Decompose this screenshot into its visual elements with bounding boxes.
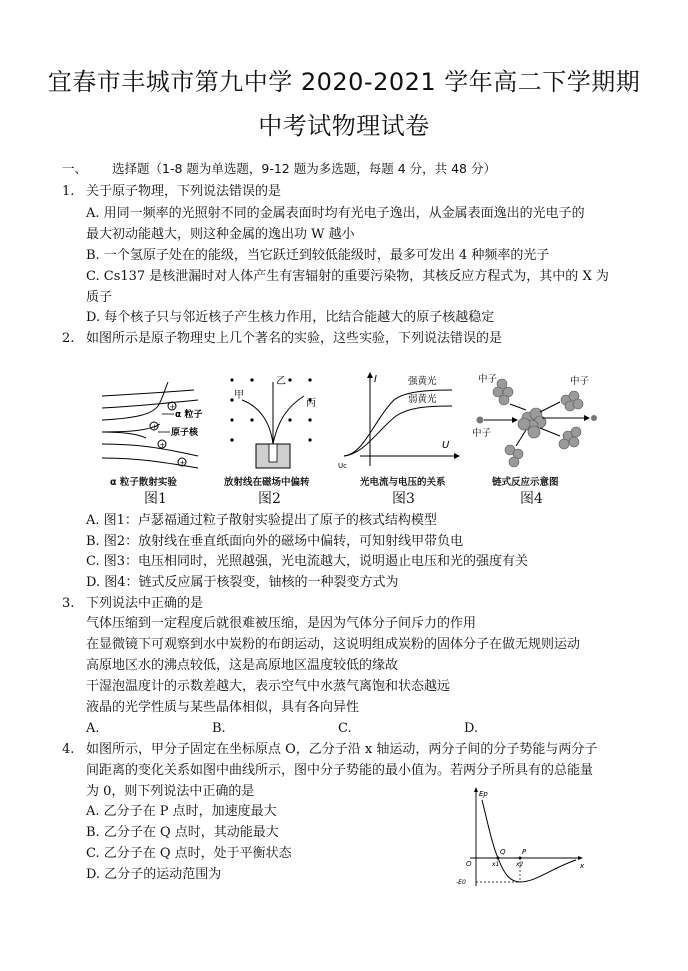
axis-ep-label: Ep [479,790,488,798]
q2-option-a: A. 图1：卢瑟福通过粒子散射实验提出了原子的核式结构模型 [86,513,437,528]
x1-label: x1 [492,861,500,868]
figure-2-caption: 放射线在磁场中偏转 [224,477,310,488]
alpha-scattering-diagram [98,370,220,480]
svg-text:+: + [151,423,158,431]
figure-2-label: 图2 [258,491,281,507]
axis-u-label: U [442,440,450,451]
q3-number: 3. [62,596,75,611]
ray-yi-label: 乙 [276,376,286,387]
q3-option-b: B. [212,721,226,736]
figure-3-photocurrent [334,370,464,508]
exam-title-line1: 宜春市丰城市第九中学 2020-2021 学年高二下学期期 [47,68,641,96]
q4-option-b: B. 乙分子在 Q 点时，其动能最大 [86,825,279,840]
q1-stem: 关于原子物理，下列说法错误的是 [86,184,282,199]
neutron-label-3: 中子 [472,428,492,439]
exam-title-line2: 中考试物理试卷 [258,112,430,140]
q3-statement-1: 气体压缩到一定程度后就很难被压缩，是因为气体分子间斥力的作用 [86,616,477,631]
q3-statement-2: 在显微镜下可观察到水中炭粉的布朗运动，这说明组成炭粉的固体分子在做无规则运动 [86,637,581,652]
figure-4-label: 图4 [520,491,543,507]
q4-stem-line2: 间距离的变化关系如图中曲线所示，图中分子势能的最小值为。若两分子所具有的总能量 [86,763,594,778]
chain-reaction-diagram [470,370,602,474]
section-heading: 选择题（1-8 题为单选题，9-12 题为多选题，每题 4 分，共 48 分） [112,161,496,176]
figure-1-alpha-scattering [98,370,220,508]
point-q-label: Q [500,848,506,856]
q3-statement-5: 液晶的光学性质与某些晶体相似，具有各向异性 [86,700,360,715]
q1-option-a-line2: 最大初动能越大，则这种金属的逸出功 W 越小 [86,227,355,242]
q2-option-b: B. 图2：放射线在垂直纸面向外的磁场中偏转，可知射线甲带负电 [86,534,464,549]
q4-option-d: D. 乙分子的运动范围为 [86,867,222,882]
axis-i-label: I [374,374,377,385]
figure-4-caption: 链式反应示意图 [492,477,559,488]
potential-energy-curve [452,784,588,888]
ray-jia-label: 甲 [234,390,244,401]
figure-3-caption: 光电流与电压的关系 [360,477,446,488]
q4-option-a: A. 乙分子在 P 点时，加速度最大 [86,804,277,819]
q2-number: 2. [62,331,75,346]
q1-option-c-line2: 质子 [86,290,113,305]
q4-number: 4. [62,742,75,757]
origin-label: O [466,860,472,868]
section-label: 一、 [62,161,88,176]
svg-text:+: + [169,403,176,411]
figure-3-label: 图3 [392,491,415,507]
q2-stem: 如图所示是原子物理史上几个著名的实验，这些实验，下列说法错误的是 [86,331,503,346]
q1-option-c-line1: C. Cs137 是核泄漏时对人体产生有害辐射的重要污染物，其核反应方程式为，其中的 X 为 [86,269,609,284]
q4-stem-line1: 如图所示，甲分子固定在坐标原点 O，乙分子沿 x 轴运动，两分子间的分子势能与两分子 [86,742,598,757]
stop-voltage-label: Uc [338,462,347,470]
axis-x-label: x [580,862,585,870]
q3-stem: 下列说法中正确的是 [86,596,204,611]
q2-option-c: C. 图3：电压相同时，光照越强，光电流越大，说明遏止电压和光的强度有关 [86,554,529,569]
neutron-label-2: 中子 [570,376,590,387]
point-p-label: P [522,848,527,856]
strong-light-label: 强黄光 [408,376,437,387]
q4-stem-line3: 为 0，则下列说法中正确的是 [86,784,255,799]
svg-text:+: + [179,459,186,467]
q4-potential-energy-graph [452,784,588,888]
q1-number: 1. [62,184,75,199]
radiation-deflection-diagram [216,370,334,474]
neutron-label-1: 中子 [478,374,498,385]
q1-option-d: D. 每个核子只与邻近核子产生核力作用，比结合能越大的原子核越稳定 [86,310,495,325]
min-energy-label: -E0 [456,879,466,886]
q3-statement-3: 高原地区水的沸点较低，这是高原地区温度较低的缘故 [86,658,399,673]
figure-2-radiation-deflection [216,370,334,508]
photocurrent-graph [334,370,464,474]
q1-option-b: B. 一个氢原子处在的能级，当它跃迁到较低能级时，最多可发出 4 种频率的光子 [86,248,550,263]
ray-bing-label: 丙 [306,398,316,409]
q3-option-c: C. [338,721,352,736]
q3-option-a: A. [86,721,100,736]
x2-label: x2 [516,861,524,868]
figure-1-caption: α 粒子散射实验 [110,477,177,488]
svg-text:+: + [159,441,166,449]
figure-1-label: 图1 [144,491,167,507]
q2-option-d: D. 图4：链式反应属于核裂变，铀核的一种裂变方式为 [86,575,399,590]
q3-statement-4: 干湿泡温度计的示数差越大，表示空气中水蒸气离饱和状态越远 [86,679,451,694]
q4-option-c: C. 乙分子在 Q 点时，处于平衡状态 [86,846,292,861]
figure-4-chain-reaction [470,370,602,508]
q3-option-d: D. [464,721,479,736]
weak-light-label: 弱黄光 [408,394,437,405]
q1-option-a-line1: A. 用同一频率的光照射不同的金属表面时均有光电子逸出，从金属表面逸出的光电子的 [86,206,585,221]
nucleus-label: 原子核 [171,428,199,438]
alpha-particle-label: α 粒子 [175,410,203,420]
